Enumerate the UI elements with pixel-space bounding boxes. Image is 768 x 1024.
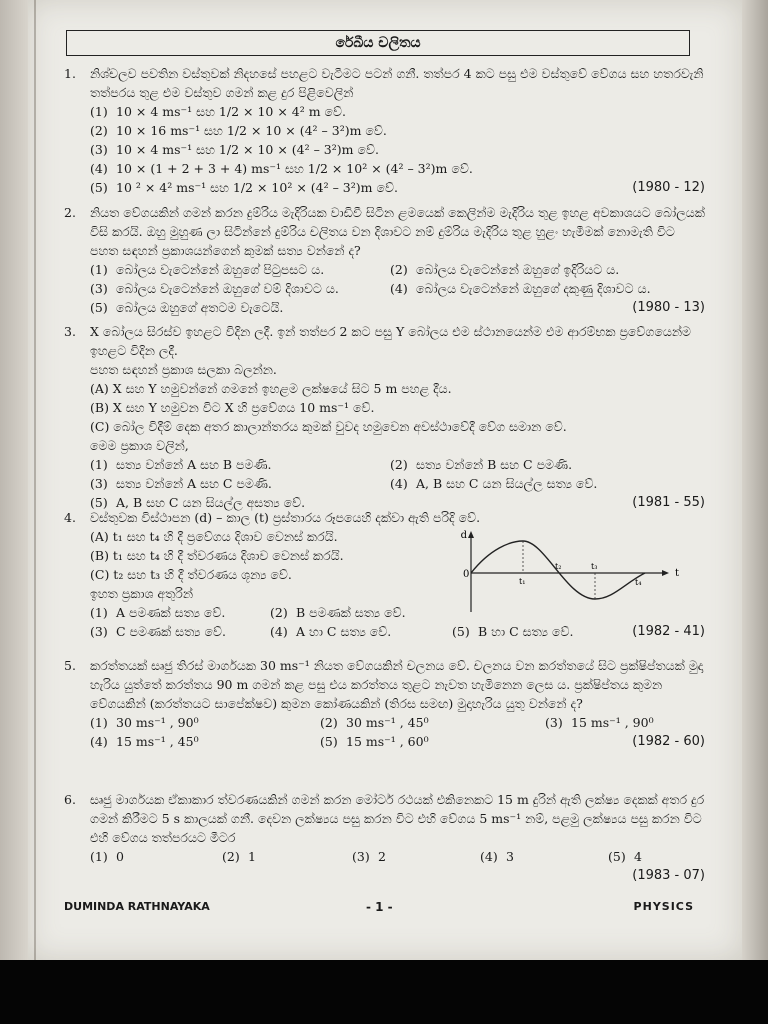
question-stem: සෘජු මාර්ගයක ඒකාකාර ත්වරණයකින් ගමන් කරන මෝටර් රථයක් එකිනෙකට 15 m දුරින් ඇති ලක්ෂ්‍ය දෙකක් අතර දුර ගමන් කිරීමට 5 s කාලයක් ගනී. දෙවන ලක්ෂ්‍යය පසු කරන විට එහි වේගය 5 ms⁻¹ නම්, පළමු ලක්ෂ්‍යය පසු කරන විට එහි වේගය තත්පරයට මීටර	[90, 792, 705, 845]
option-text: 30 ms⁻¹ , 90⁰	[116, 715, 199, 730]
past-paper-reference: (1982 - 60)	[632, 734, 705, 749]
origin-label: 0	[463, 569, 470, 580]
option-text: බෝලය ඔහුගේ අතටම වැටෙයි.	[116, 300, 284, 315]
d-axis-label: d	[460, 530, 467, 541]
option-label: (2)	[390, 457, 408, 472]
option-text: බෝලය වැටෙන්නේ ඔහුගේ දකුණු දිශාවට ය.	[416, 281, 651, 296]
option-label: (1)	[90, 457, 108, 472]
t4-label: t₄	[635, 578, 642, 587]
page-title-text: රේඛීය චලිතය	[335, 35, 421, 51]
t2-label: t₂	[555, 562, 562, 571]
author-name: DUMINDA RATHNAYAKA	[64, 900, 210, 913]
statement-b: (B) t₁ සහ t₄ හි දී ත්වරණය දිශාව වෙනස් කරයි.	[90, 548, 344, 563]
option-label: (5)	[90, 180, 108, 195]
option-label: (3)	[90, 624, 108, 639]
t3-label: t₃	[591, 562, 598, 571]
option-text: 3	[506, 849, 514, 864]
statement-c: (C) t₂ සහ t₃ හි දී ත්වරණය ශූන්‍ය වේ.	[90, 567, 292, 582]
option-text: 10 ² × 4² ms⁻¹ සහ 1/2 × 10² × (4² – 3²)m වේ.	[116, 180, 398, 195]
option-text: 30 ms⁻¹ , 45⁰	[346, 715, 429, 730]
option-text: සත්‍ය වන්නේ A සහ B පමණි.	[116, 457, 272, 472]
past-paper-reference: (1981 - 55)	[632, 495, 705, 510]
d-axis-arrow	[468, 531, 474, 538]
option-text: 10 × 16 ms⁻¹ සහ 1/2 × 10 × (4² – 3²)m වේ.	[116, 123, 387, 138]
option-label: (3)	[90, 281, 108, 296]
option-text: A, B සහ C යන සියල්ල සත්‍ය වේ.	[416, 476, 598, 491]
question-stem: නියත වේගයකින් ගමන් කරන දුම්රිය මැදිරියක වාඩිවී සිටින ළමයෙක් කෙලින්ම මැදිරිය තුළ ඉහළ අවකාශයට බෝලයක් විසි කරයි. ඔහු මුහුණ ලා සිටින්නේ දුම්රිය චලිතය වන දිශාවට නම් දුම්රිය මැදිරිය තුළ හුළං හැමීමක් නොමැති විට පහත සඳහන් ප්‍රකාශයන්ගෙන් කුමක් සත්‍ය වන්නේ ද?	[90, 205, 705, 258]
option-text: B පමණක් සත්‍ය වේ.	[296, 605, 406, 620]
question-stem: වස්තුවක විස්ථාපන (d) – කාල (t) ප්‍රස්තාරය රූපයෙහි දක්වා ඇති පරිදි වේ.	[90, 510, 481, 525]
page-fold-line	[34, 0, 36, 960]
page-number: - 1 -	[366, 900, 393, 914]
option-text: සත්‍ය වන්නේ A සහ C පමණි.	[116, 476, 272, 491]
option-label: (1)	[90, 715, 108, 730]
t-axis-arrow	[662, 570, 669, 576]
statement-b: (B) X සහ Y හමුවන විට X හි ප්‍රවේගය 10 ms⁻¹ වේ.	[90, 400, 375, 415]
scan-background	[0, 960, 768, 1024]
option-text: A, B සහ C යන සියල්ල අසත්‍ය වේ.	[116, 495, 306, 510]
option-label: (4)	[90, 161, 108, 176]
option-label: (3)	[352, 849, 370, 864]
option-label: (5)	[608, 849, 626, 864]
option-label: (1)	[90, 605, 108, 620]
question-number: 1.	[64, 66, 76, 81]
question-number: 5.	[64, 658, 76, 673]
option-label: (2)	[222, 849, 240, 864]
subject-name: PHYSICS	[633, 900, 694, 913]
option-label: (4)	[480, 849, 498, 864]
option-label: (5)	[90, 300, 108, 315]
option-text: A පමණක් සත්‍ය වේ.	[116, 605, 226, 620]
option-text: 15 ms⁻¹ , 90⁰	[571, 715, 654, 730]
option-label: (4)	[390, 281, 408, 296]
option-text: 10 × 4 ms⁻¹ සහ 1/2 × 10 × (4² – 3²)m වේ.	[116, 142, 379, 157]
past-paper-reference: (1983 - 07)	[632, 868, 705, 883]
past-paper-reference: (1980 - 13)	[632, 300, 705, 315]
question-number: 3.	[64, 324, 76, 339]
option-label: (1)	[90, 104, 108, 119]
t-axis-label: t	[675, 568, 680, 579]
option-label: (4)	[270, 624, 288, 639]
option-label: (4)	[90, 734, 108, 749]
question-number: 2.	[64, 205, 76, 220]
option-text: සත්‍ය වන්නේ B සහ C පමණි.	[416, 457, 573, 472]
option-label: (5)	[452, 624, 470, 639]
instruction-text: පහත සඳහන් ප්‍රකාශ සලකා බලන්න.	[90, 362, 277, 377]
question-stem: කරත්තයක් සෘජු තිරස් මාර්ගයක 30 ms⁻¹ නියත වේගයකින් චලනය වේ. චලනය වන කරත්තයේ සිට ප්‍රක්ෂිප්තයක් මුදා හැරිය යුත්තේ කරත්තය 90 m ගමන් කළ පසු එය කරත්තය තුළට නැවත හැමිනෙන ලෙස ය. ප්‍රක්ෂිප්තය කුමන වේගයකින් (කරත්තයට සාපේක්ෂව) කුමන කෝණයකින් (තිරස සමඟ) මුදාහැරිය යුතු වන්නේ ද?	[90, 658, 704, 711]
option-text: C පමණක් සත්‍ය වේ.	[116, 624, 226, 639]
book-spine-left	[0, 0, 28, 960]
option-text: 2	[378, 849, 386, 864]
option-text: 0	[116, 849, 124, 864]
question-number: 6.	[64, 792, 76, 807]
option-text: බෝලය වැටෙන්නේ ඔහුගේ පිටුපසට ය.	[116, 262, 325, 277]
next-page-edge	[742, 0, 768, 960]
option-text: A හා C සත්‍ය වේ.	[296, 624, 392, 639]
option-text: 15 ms⁻¹ , 45⁰	[116, 734, 199, 749]
option-label: (4)	[390, 476, 408, 491]
option-label: (5)	[320, 734, 338, 749]
displacement-time-graph	[455, 527, 685, 617]
option-text: 15 ms⁻¹ , 60⁰	[346, 734, 429, 749]
statement-a: (A) t₁ සහ t₄ හි දී ප්‍රවේගය දිශාව වෙනස් කරයි.	[90, 529, 338, 544]
option-label: (3)	[90, 142, 108, 157]
option-label: (2)	[390, 262, 408, 277]
question-stem: X බෝලය සිරස්ව ඉහළට විදින ලදී. ඉන් තත්පර 2 කට පසු Y බෝලය එම ස්ථානයෙන්ම එම ආරම්භක ප්‍රවේගයෙන්ම ඉහළට විදින ලදී.	[90, 324, 691, 358]
option-label: (3)	[90, 476, 108, 491]
option-label: (2)	[90, 123, 108, 138]
question-number: 4.	[64, 510, 76, 525]
question-stem: නිශ්චලව පවතින වස්තුවක් නිදහසේ පහළට වැටීමට පටන් ගනී. තත්පර 4 කට පසු එම වස්තුවේ වේගය සහ හතරවැනි තත්පරය තුළ එම වස්තුව ගමන් කළ දුර පිළිවෙලින්	[90, 66, 704, 100]
t1-label: t₁	[519, 577, 526, 586]
statement-c: (C) බෝල විදීම් දෙක අතර කාලාන්තරය කුමක් වුවද හමුවෙන අවස්ථාවේදී වේග සමාන වේ.	[90, 419, 567, 434]
statement-a: (A) X සහ Y හමුවන්නේ ගමනේ ඉහළම ලක්ෂයේ සිට 5 m පහළ දීය.	[90, 381, 452, 396]
option-text: 4	[634, 849, 642, 864]
option-label: (5)	[90, 495, 108, 510]
option-label: (1)	[90, 262, 108, 277]
option-text: 10 × 4 ms⁻¹ සහ 1/2 × 10 × 4² m වේ.	[116, 104, 347, 119]
option-text: බෝලය වැටෙන්නේ ඔහුගේ ඉදිරියට ය.	[416, 262, 620, 277]
past-paper-reference: (1980 - 12)	[632, 180, 705, 195]
option-label: (3)	[545, 715, 563, 730]
instruction-text: මෙම ප්‍රකාශ වලින්,	[90, 438, 189, 453]
instruction-text: ඉහත ප්‍රකාශ අතුරින්	[90, 586, 193, 601]
page-title	[66, 30, 690, 56]
page-footer	[64, 900, 694, 918]
option-text: B හා C සත්‍ය වේ.	[478, 624, 574, 639]
option-text: 1	[248, 849, 256, 864]
option-text: බෝලය වැටෙන්නේ ඔහුගේ වම් දිශාවට ය.	[116, 281, 339, 296]
past-paper-reference: (1982 - 41)	[632, 624, 705, 639]
option-text: 10 × (1 + 2 + 3 + 4) ms⁻¹ සහ 1/2 × 10² × (4² – 3²)m වේ.	[116, 161, 473, 176]
option-label: (2)	[320, 715, 338, 730]
option-label: (1)	[90, 849, 108, 864]
option-label: (2)	[270, 605, 288, 620]
